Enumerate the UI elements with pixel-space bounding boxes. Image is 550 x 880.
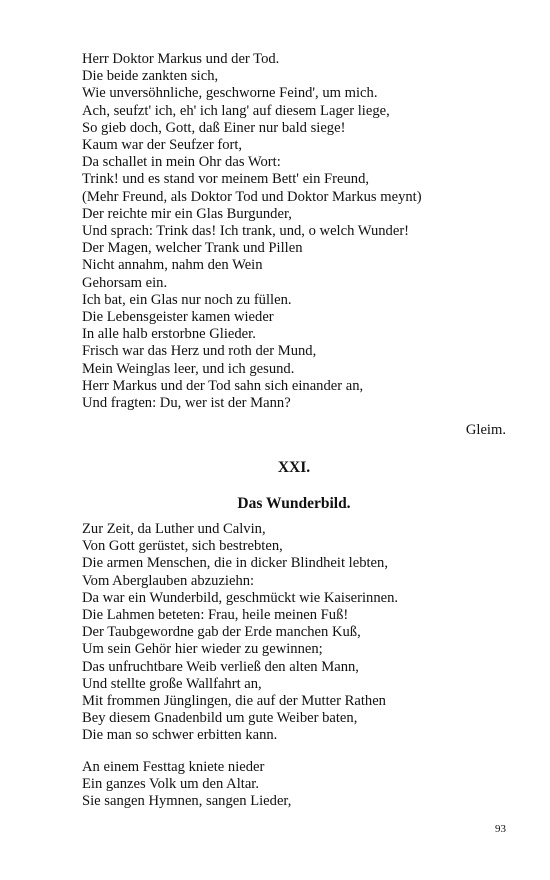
poem-ending-verse — [82, 51, 522, 412]
verse-line: Und fragten: Du, wer ist der Mann? — [82, 395, 291, 412]
verse-line: Die Lahmen beteten: Frau, heile meinen Fuß! — [82, 607, 349, 624]
verse-line: Da war ein Wunderbild, geschmückt wie Kaiserinnen. — [82, 589, 399, 606]
verse-line: Die Lebensgeister kamen wieder — [82, 309, 274, 326]
verse-line: Kaum war der Seufzer fort, — [82, 137, 243, 154]
verse-line: Die armen Menschen, die in dicker Blindheit lebten, — [82, 555, 388, 572]
verse-line: Gehorsam ein. — [82, 274, 168, 291]
verse-line: Die beide zankten sich, — [82, 68, 219, 85]
verse-line: Und sprach: Trink das! Ich trank, und, o welch Wunder! — [82, 223, 410, 240]
verse-line: An einem Festtag kniete nieder — [82, 759, 265, 775]
verse-line: Da schallet in mein Ohr das Wort: — [82, 154, 281, 171]
poem-author: Gleim. — [465, 422, 506, 438]
verse-line: Ach, seufzt' ich, eh' ich lang' auf diesem Lager liege, — [82, 102, 390, 119]
verse-line: Die man so schwer erbitten kann. — [82, 727, 278, 744]
verse-line: So gieb doch, Gott, daß Einer nur bald siege! — [82, 119, 346, 136]
verse-line: Und stellte große Wallfahrt an, — [82, 675, 262, 692]
verse-line: Zur Zeit, da Luther und Calvin, — [82, 521, 266, 537]
verse-line: Trink! und es stand vor meinem Bett' ein Freund, — [82, 171, 370, 188]
verse-line: Frisch war das Herz und roth der Mund, — [82, 343, 317, 360]
verse-line: Sie sangen Hymnen, sangen Lieder, — [82, 793, 292, 810]
verse-line: In alle halb erstorbne Glieder. — [82, 326, 256, 343]
verse-line: Bey diesem Gnadenbild um gute Weiber baten, — [82, 710, 358, 727]
poem-stanza-2 — [82, 759, 522, 811]
poem-stanza-1 — [82, 521, 522, 745]
verse-line: Der Magen, welcher Trank und Pillen — [82, 240, 303, 257]
verse-line: Mein Weinglas leer, und ich gesund. — [82, 360, 295, 377]
page-number: 93 — [495, 823, 506, 835]
verse-line: Von Gott gerüstet, sich bestrebten, — [82, 538, 283, 555]
verse-line: Nicht annahm, nahm den Wein — [82, 257, 263, 274]
verse-line: Wie unversöhnliche, geschworne Feind', um mich. — [82, 85, 378, 102]
poem-number: XXI. — [277, 459, 311, 476]
verse-line: Ein ganzes Volk um den Altar. — [82, 776, 259, 793]
verse-line: Ich bat, ein Glas nur noch zu füllen. — [82, 291, 292, 308]
verse-line: Mit frommen Jünglingen, die auf der Mutter Rathen — [82, 693, 386, 710]
verse-line: (Mehr Freund, als Doktor Tod und Doktor Markus meynt) — [82, 188, 422, 205]
verse-line: Das unfruchtbare Weib verließ den alten Mann, — [82, 658, 359, 675]
poem-title: Das Wunderbild. — [237, 495, 351, 512]
verse-line: Um sein Gehör hier wieder zu gewinnen; — [82, 641, 323, 658]
verse-line: Der Taubgewordne gab der Erde manchen Kuß, — [82, 624, 361, 641]
verse-line: Herr Doktor Markus und der Tod. — [82, 51, 280, 67]
verse-line: Herr Markus und der Tod sahn sich einander an, — [82, 377, 364, 394]
verse-line: Vom Aberglauben abzuziehn: — [82, 572, 255, 589]
verse-line: Der reichte mir ein Glas Burgunder, — [82, 205, 292, 222]
